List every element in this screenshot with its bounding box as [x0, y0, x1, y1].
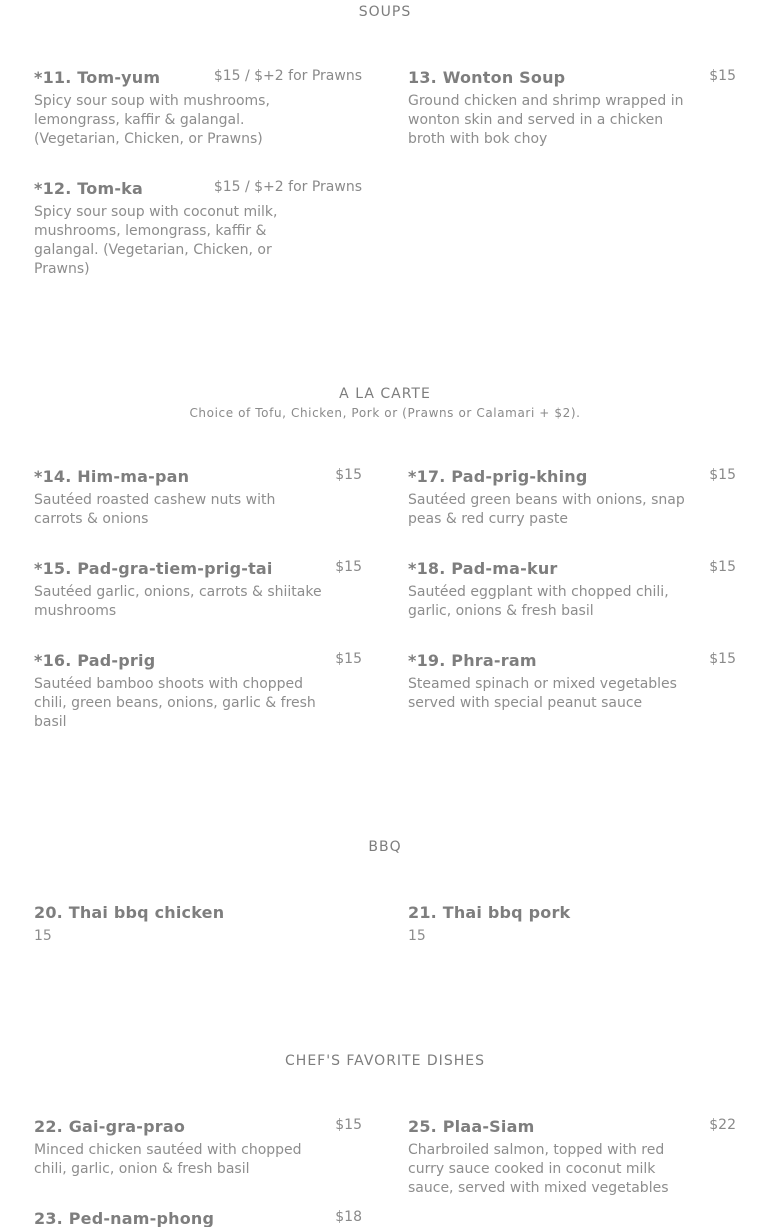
item-name: *18. Pad-ma-kur [408, 559, 558, 578]
menu-item [408, 467, 736, 527]
item-description: Minced chicken sautéed with chopped chili, garlic, onion & fresh basil [34, 1142, 302, 1177]
item-price: $15 / $+2 for Prawns [213, 68, 362, 84]
item-name: 23. Ped-nam-phong [34, 1209, 215, 1227]
item-description: 15 [34, 928, 52, 944]
menu-item [34, 1117, 362, 1177]
item-description: Sautéed eggplant with chopped chili, garlic, onions & fresh basil [408, 584, 669, 619]
item-description: Sautéed roasted cashew nuts with carrots & onions [34, 492, 276, 527]
section-title-soups: SOUPS [358, 4, 412, 20]
section-title-bbq: BBQ [368, 839, 402, 855]
item-name: 25. Plaa-Siam [408, 1117, 535, 1136]
item-description: Sautéed green beans with onions, snap peas & red curry paste [408, 492, 685, 527]
item-price: $15 / $+2 for Prawns [213, 179, 362, 195]
menu-item [34, 559, 362, 619]
item-name: *16. Pad-prig [34, 651, 156, 670]
section-title-chefs-favorite: CHEF'S FAVORITE DISHES [285, 1053, 485, 1069]
menu-item [408, 1117, 736, 1197]
item-name: *19. Phra-ram [408, 651, 537, 670]
item-price: $15 [709, 651, 736, 667]
item-price: $15 [335, 467, 362, 483]
menu-item [408, 903, 736, 947]
item-description: Steamed spinach or mixed vegetables served with special peanut sauce [408, 676, 677, 711]
menu-item [34, 179, 362, 279]
menu-item [408, 68, 736, 148]
item-name: 13. Wonton Soup [408, 68, 566, 87]
item-price: $15 [335, 559, 362, 575]
item-description: Spicy sour soup with coconut milk, mushrooms, lemongrass, kaffir & galangal. (Vegetarian, Chicken, or Prawns) [34, 204, 278, 277]
menu-item [34, 68, 362, 148]
item-name: 21. Thai bbq pork [408, 903, 571, 922]
item-name: *17. Pad-prig-khing [408, 467, 588, 486]
section-title-a-la-carte: A LA CARTE [339, 386, 431, 402]
item-description: Sautéed garlic, onions, carrots & shiitake mushrooms [34, 584, 322, 619]
item-price: $18 [335, 1209, 362, 1225]
menu-item [408, 651, 736, 711]
item-price: $15 [709, 559, 736, 575]
item-description: Charbroiled salmon, topped with red curry sauce cooked in coconut milk sauce, served with mixed vegetables [408, 1142, 669, 1196]
menu-item [34, 1209, 362, 1227]
item-description: 15 [408, 928, 426, 944]
item-description: Ground chicken and shrimp wrapped in wonton skin and served in a chicken broth with bok choy [408, 93, 684, 147]
item-price: $15 [335, 651, 362, 667]
item-price: $15 [709, 467, 736, 483]
menu-item [34, 467, 362, 527]
section-subtitle-a-la-carte: Choice of Tofu, Chicken, Pork or (Prawns or Calamari + $2). [189, 406, 581, 420]
menu-item [34, 903, 362, 947]
item-name: *14. Him-ma-pan [34, 467, 190, 486]
item-description: Spicy sour soup with mushrooms, lemongrass, kaffir & galangal. (Vegetarian, Chicken, or Prawns) [34, 93, 270, 147]
item-price: $15 [335, 1117, 362, 1133]
item-name: *15. Pad-gra-tiem-prig-tai [34, 559, 273, 578]
item-price: $22 [709, 1117, 736, 1133]
item-name: 20. Thai bbq chicken [34, 903, 225, 922]
menu-item [408, 559, 736, 619]
item-name: 22. Gai-gra-prao [34, 1117, 186, 1136]
item-price: $15 [709, 68, 736, 84]
menu-item [34, 651, 362, 731]
item-name: *12. Tom-ka [34, 179, 144, 198]
item-description: Sautéed bamboo shoots with chopped chili, green beans, onions, garlic & fresh basil [34, 676, 316, 730]
item-name: *11. Tom-yum [34, 68, 161, 87]
